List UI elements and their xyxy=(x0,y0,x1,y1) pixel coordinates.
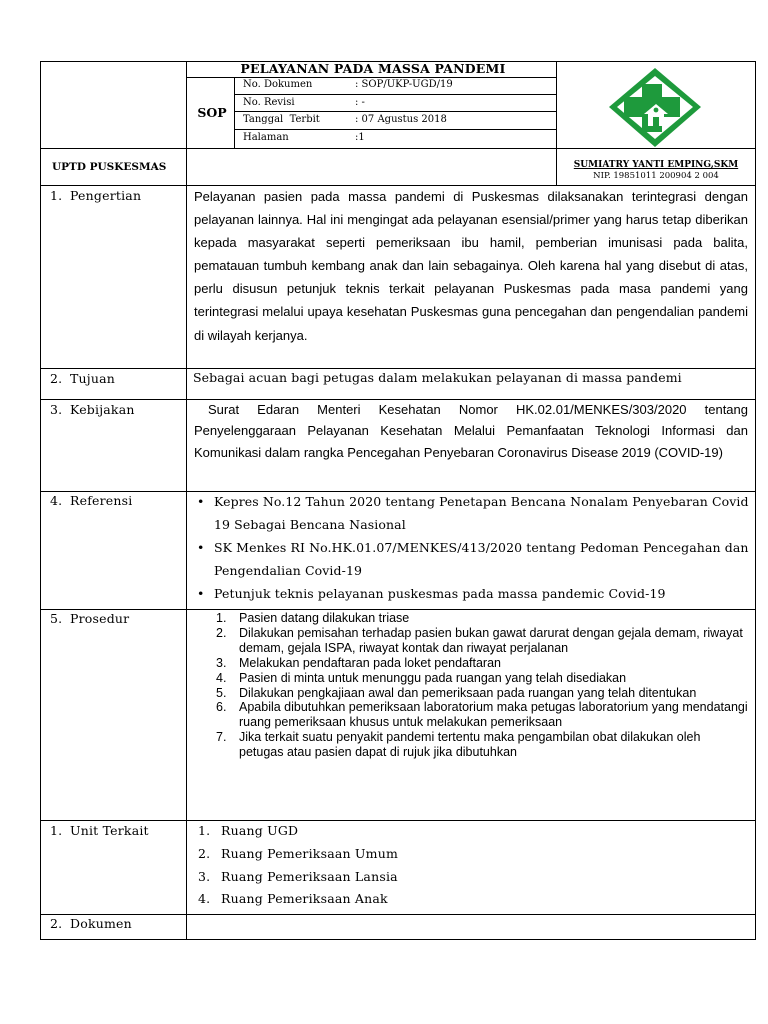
prosedur-item-text: Dilakukan pemisahan terhadap pasien bukan gawat darurat dengan gejala demam, riwayat demam, gejala ISPA, riwayat kontak dan riwayat perjalanan xyxy=(239,625,743,655)
meta-value-no-dokumen: : SOP/UKP-UGD/19 xyxy=(355,79,453,90)
item-number: 4. xyxy=(216,670,227,685)
label-text: Dokumen xyxy=(70,916,132,931)
referensi-item-text: Kepres No.12 Tahun 2020 tentang Penetapan Bencana Nonalam Penyebaran Covid 19 Sebagai Bencana Nasional xyxy=(214,494,749,532)
label-text: Referensi xyxy=(70,493,133,508)
list-item xyxy=(216,626,748,656)
list-item xyxy=(216,671,748,686)
prosedur-item-text: Apabila dibutuhkan pemeriksaan laboratorium maka petugas laboratorium yang mendatangi ruang pemeriksaan khusus untuk melakukan pemeriksaan xyxy=(239,700,748,730)
item-number: 7. xyxy=(216,730,227,745)
pengertian-text: Pelayanan pasien pada massa pandemi di Puskesmas dilaksanakan terintegrasi dengan pelayanan lainnya. Hal ini mengingat ada pelayanan esensial/primer yang harus tetap diberikan kepada masyarakat seperti pemeriksaan ibu hamil, pemberian imunisasi pada balita, pematauan tumbuh kembang anak dan lain sebagainya. Oleh karena hal yang disebut di atas, perlu disusun petunjuk teknis terkait pelayanan Puskesmas pada masa pandemi yang terintegrasi melalui upaya kesehatan Puskesmas guna pencegahan dan pengendalian pandemi di wilayah kerjanya. xyxy=(194,189,748,343)
tujuan-text: Sebagai acuan bagi petugas dalam melakukan pelayanan di massa pandemi xyxy=(193,370,682,385)
unit-item-text: Ruang Pemeriksaan Umum xyxy=(221,845,399,861)
item-number: 6. xyxy=(216,700,227,715)
referensi-row-divider xyxy=(40,609,756,610)
bullet-icon: • xyxy=(197,494,205,509)
list-item xyxy=(216,686,748,701)
label-column-divider xyxy=(186,61,187,940)
signatory-name: SUMIATRY YANTI EMPING,SKM xyxy=(573,160,739,170)
referensi-item-text: Petunjuk teknis pelayanan puskesmas pada massa pandemic Covid-19 xyxy=(214,586,666,601)
institution-name: UPTD PUSKESMAS xyxy=(52,161,167,173)
unit-item-text: Ruang Pemeriksaan Lansia xyxy=(221,868,398,884)
title-underline xyxy=(187,77,556,78)
meta-key-no-dokumen: No. Dokumen xyxy=(243,79,313,90)
document-title: PELAYANAN PADA MASSA PANDEMI xyxy=(240,61,506,76)
list-item xyxy=(216,611,748,626)
label-text: Tujuan xyxy=(70,371,116,386)
meta-value-halaman: :1 xyxy=(355,132,365,143)
label-pengertian xyxy=(50,188,141,203)
label-number: 3. xyxy=(50,402,63,417)
label-unit-terkait xyxy=(50,823,149,838)
label-number: 5. xyxy=(50,611,63,626)
label-number: 1. xyxy=(50,188,63,203)
unit-row-divider xyxy=(40,914,756,915)
label-text: Unit Terkait xyxy=(70,823,149,838)
signatory-nip: NIP. 19851011 200904 2 004 xyxy=(593,171,719,181)
kebijakan-text: Surat Edaran Menteri Kesehatan Nomor HK.02.01/MENKES/303/2020 tentang Penyelenggaraan Pelayanan Kesehatan Melalui Pemanfaatan Teknologi Informasi dan Komunikasi dalam rangka Pencegahan Penyebaran Coronavirus Disease 2019 (COVID-19) xyxy=(194,402,748,460)
label-referensi xyxy=(50,493,132,508)
list-item xyxy=(198,843,738,866)
meta-key-no-revisi: No. Revisi xyxy=(243,97,295,108)
list-item xyxy=(216,656,748,671)
referensi-list xyxy=(194,490,750,605)
sop-column-divider xyxy=(234,77,235,148)
table-border-left xyxy=(40,61,41,940)
label-number: 1. xyxy=(50,823,63,838)
meta-value-tanggal-terbit: : 07 Agustus 2018 xyxy=(355,114,447,125)
list-item xyxy=(198,888,738,911)
table-border-right xyxy=(755,61,756,940)
label-prosedur xyxy=(50,611,129,626)
list-item xyxy=(198,820,738,843)
list-item xyxy=(194,490,750,536)
prosedur-item-text: Dilakukan pengkajiaan awal dan pemeriksaan pada ruangan yang telah ditentukan xyxy=(239,685,697,700)
item-number: 5. xyxy=(216,685,227,700)
meta-divider-2 xyxy=(234,111,556,112)
list-item xyxy=(216,700,748,730)
meta-key-halaman: Halaman xyxy=(243,132,289,143)
meta-key-tanggal-terbit: Tanggal Terbit xyxy=(243,114,320,125)
sop-label: SOP xyxy=(197,105,227,120)
unit-item-text: Ruang UGD xyxy=(221,823,299,838)
item-number: 3. xyxy=(198,868,211,884)
list-item xyxy=(216,730,748,760)
prosedur-list xyxy=(216,611,748,760)
item-number: 2. xyxy=(216,625,227,640)
item-number: 1. xyxy=(216,611,227,625)
label-number: 2. xyxy=(50,371,63,386)
prosedur-item-text: Melakukan pendaftaran pada loket pendaftaran xyxy=(239,655,501,670)
bullet-icon: • xyxy=(197,586,205,601)
meta-divider-1 xyxy=(234,94,556,95)
label-text: Prosedur xyxy=(70,611,130,626)
unit-terkait-list xyxy=(198,820,738,911)
label-text: Kebijakan xyxy=(70,402,135,417)
label-text: Pengertian xyxy=(70,188,142,203)
prosedur-item-text: Pasien datang dilakukan triase xyxy=(239,611,410,625)
item-number: 3. xyxy=(216,655,227,670)
prosedur-item-text: Jika terkait suatu penyakit pandemi tertentu maka pengambilan obat dilakukan oleh petugas atau pasien dapat di rujuk jika dibutuhkan xyxy=(239,730,701,760)
prosedur-item-text: Pasien di minta untuk menunggu pada ruangan yang telah disediakan xyxy=(239,670,627,685)
label-dokumen xyxy=(50,916,132,931)
label-tujuan xyxy=(50,371,115,386)
label-number: 2. xyxy=(50,916,63,931)
unit-item-text: Ruang Pemeriksaan Anak xyxy=(221,891,388,907)
table-border-bottom xyxy=(40,939,756,940)
list-item xyxy=(194,536,750,582)
pengertian-row-divider xyxy=(40,368,756,369)
logo-column-divider xyxy=(556,61,557,185)
meta-value-no-revisi: : - xyxy=(355,97,365,108)
puskesmas-logo-icon xyxy=(604,66,706,150)
item-number: 1. xyxy=(198,823,211,838)
list-item xyxy=(194,582,750,605)
list-item xyxy=(198,866,738,889)
referensi-item-text: SK Menkes RI No.HK.01.07/MENKES/413/2020 tentang Pedoman Pencegahan dan Pengendalian Covid-19 xyxy=(214,540,749,578)
bullet-icon: • xyxy=(197,540,205,555)
label-number: 4. xyxy=(50,493,63,508)
label-kebijakan xyxy=(50,402,135,417)
item-number: 2. xyxy=(198,845,211,861)
item-number: 4. xyxy=(198,891,211,907)
meta-divider-3 xyxy=(234,129,556,130)
